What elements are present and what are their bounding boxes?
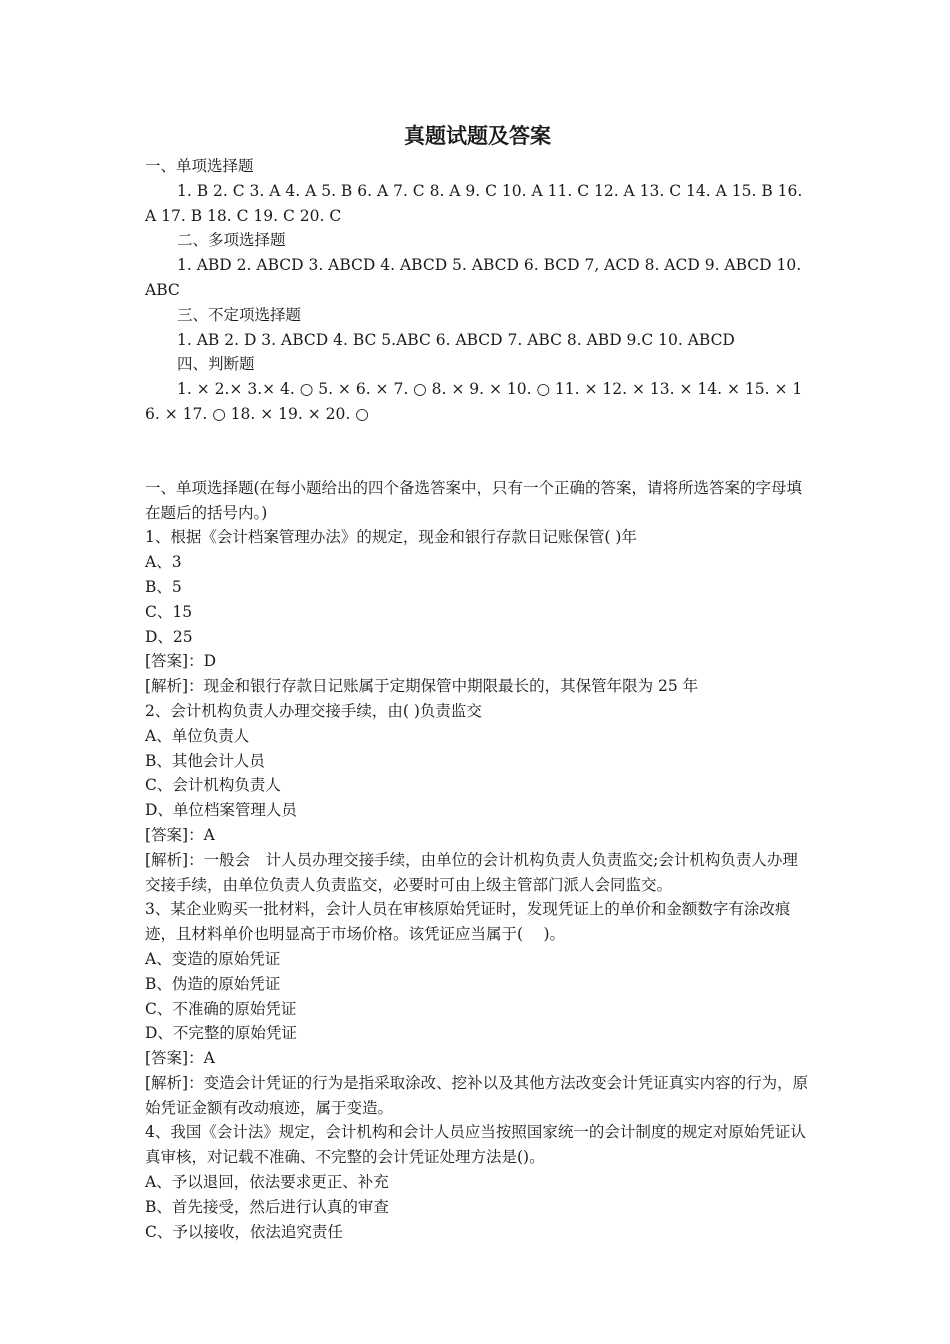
question-1 [145, 525, 810, 699]
document-title: 真题试题及答案 [404, 123, 551, 148]
indefinite-choice-answers: 1. AB 2. D 3. ABCD 4. BC 5.ABC 6. ABCD 7. ABC 8. ABD 9.C 10. ABCD [177, 330, 735, 349]
option-a: A、予以退回，依法要求更正、补充 [145, 1173, 389, 1192]
analysis-line: [解析]：一般会 计人员办理交接手续，由单位的会计机构负责人负责监交;会计机构负责人办理交接手续，由单位负责人负责监交，必要时可由上级主管部门派人会同监交。 [145, 850, 798, 894]
question-2 [145, 699, 810, 897]
judgement-answers: 1. × 2.× 3.× 4. ○ 5. × 6. × 7. ○ 8. × 9. × 10. ○ 11. × 12. × 13. × 14. × 15. × 16. × 17. ○ 18. × 19. × 20. ○ [145, 380, 803, 423]
spacer [145, 427, 810, 476]
question-section [145, 476, 810, 1245]
option-b: B、5 [145, 577, 182, 596]
multi-choice-answers: 1. ABD 2. ABCD 3. ABCD 4. ABCD 5. ABCD 6. BCD 7, ACD 8. ACD 9. ABCD 10. ABC [145, 256, 807, 299]
option-d: D、25 [145, 627, 193, 646]
answer-key [145, 154, 810, 427]
option-c: C、予以接收，依法追究责任 [145, 1222, 343, 1241]
document-page [145, 118, 810, 1244]
single-choice-answers: 1. B 2. C 3. A 4. A 5. B 6. A 7. C 8. A 9. C 10. A 11. C 12. A 13. C 14. A 15. B 16. A 17. B 18. C 19. C 20. C [145, 181, 808, 225]
option-d: D、单位档案管理人员 [145, 801, 297, 820]
question-3 [145, 897, 810, 1120]
answer-line: [答案]：A [145, 825, 215, 844]
option-c: C、会计机构负责人 [145, 776, 281, 795]
question-stem: 3、某企业购买一批材料，会计人员在审核原始凭证时，发现凭证上的单价和金额数字有涂改痕迹，且材料单价也明显高于市场价格。该凭证应当属于( )。 [145, 900, 791, 944]
answer-line: [答案]：D [145, 652, 217, 671]
option-d: D、不完整的原始凭证 [145, 1024, 297, 1043]
option-b: B、伪造的原始凭证 [145, 974, 281, 993]
question-stem: 1、根据《会计档案管理办法》的规定，现金和银行存款日记账保管( )年 [145, 528, 637, 547]
indefinite-choice-heading: 三、不定项选择题 [177, 305, 302, 324]
answer-line: [答案]：A [145, 1049, 215, 1068]
option-b: B、首先接受，然后进行认真的审查 [145, 1197, 389, 1216]
option-c: C、不准确的原始凭证 [145, 999, 297, 1018]
section-intro: 一、单项选择题(在每小题给出的四个备选答案中，只有一个正确的答案，请将所选答案的字母填在题后的括号内。) [145, 478, 803, 522]
option-b: B、其他会计人员 [145, 751, 265, 770]
option-a: A、变造的原始凭证 [145, 949, 281, 968]
question-stem: 4、我国《会计法》规定，会计机构和会计人员应当按照国家统一的会计制度的规定对原始凭证认真审核，对记载不准确、不完整的会计凭证处理方法是()。 [145, 1123, 806, 1167]
analysis-line: [解析]：变造会计凭证的行为是指采取涂改、挖补以及其他方法改变会计凭证真实内容的行为，原始凭证金额有改动痕迹，属于变造。 [145, 1073, 809, 1117]
multi-choice-heading: 二、多项选择题 [177, 231, 286, 250]
single-choice-heading: 一、单项选择题 [145, 157, 254, 175]
question-stem: 2、会计机构负责人办理交接手续，由( )负责监交 [145, 701, 482, 720]
option-a: A、3 [145, 553, 182, 572]
option-a: A、单位负责人 [145, 726, 250, 745]
judgement-heading: 四、判断题 [177, 355, 255, 374]
question-4 [145, 1120, 810, 1244]
option-c: C、15 [145, 602, 193, 621]
analysis-line: [解析]：现金和银行存款日记账属于定期保管中期限最长的，其保管年限为 25 年 [145, 677, 699, 696]
